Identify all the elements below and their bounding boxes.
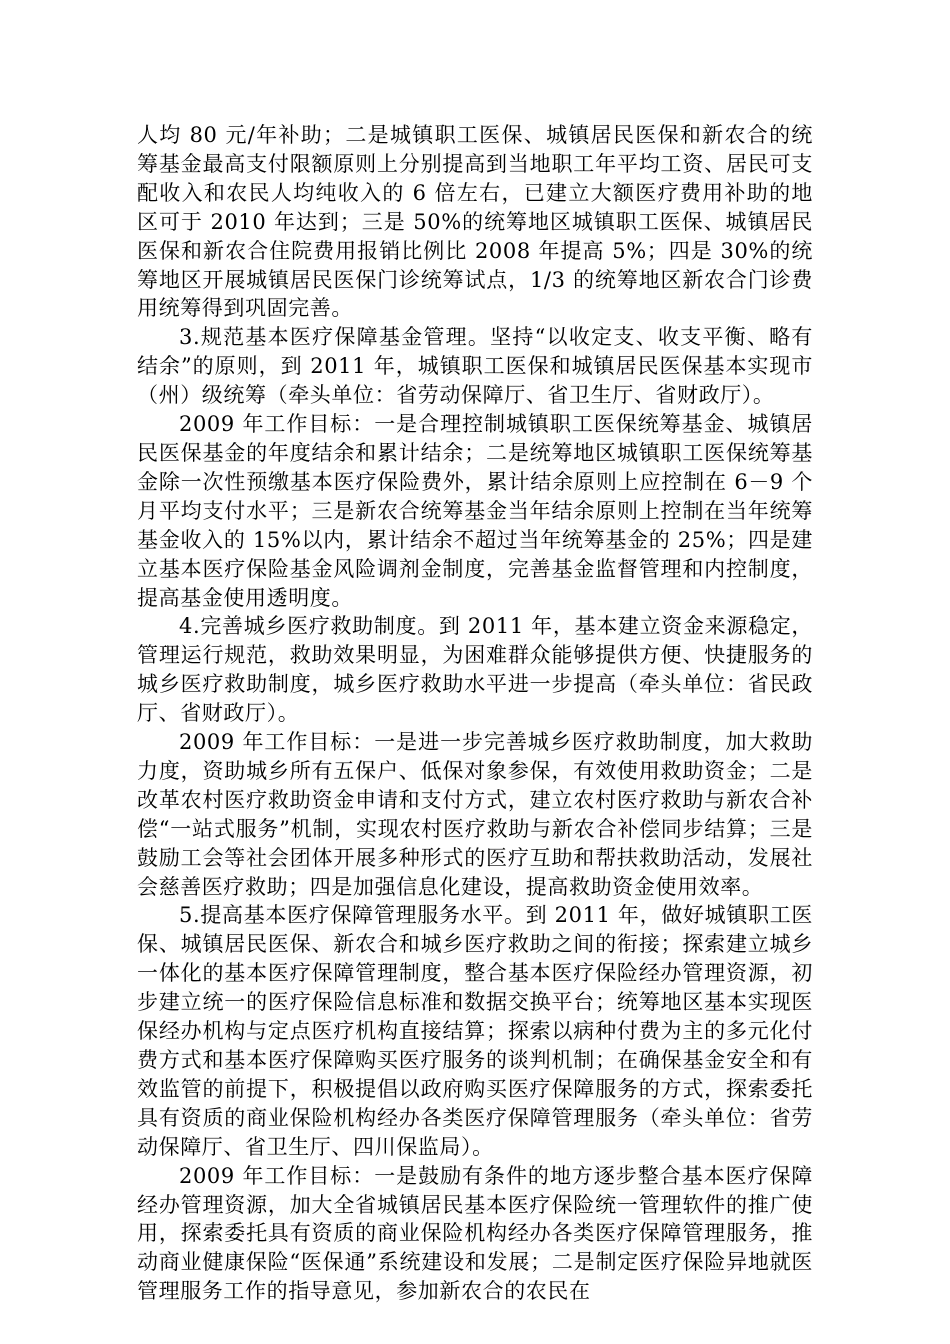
document-body bbox=[137, 121, 813, 1306]
paragraph-7: 2009 年工作目标：一是鼓励有条件的地方逐步整合基本医疗保障经办管理资源，加大全省城镇居民基本医疗保险统一管理软件的推广使用，探索委托具有资质的商业保险机构经办各类医疗保障管理服务，推动商业健康保险“医保通”系统建设和发展；二是制定医疗保险异地就医管理服务工作的指导意见，参加新农合的农民在 bbox=[137, 1163, 813, 1304]
paragraph-6: 5.提高基本医疗保障管理服务水平。到 2011 年，做好城镇职工医保、城镇居民医保、新农合和城乡医疗救助之间的衔接；探索建立城乡一体化的基本医疗保障管理制度，整合基本医疗保险经办管理资源，初步建立统一的医疗保险信息标准和数据交换平台；统筹地区基本实现医保经办机构与定点医疗机构直接结算；探索以病种付费为主的多元化付费方式和基本医疗保障购买医疗服务的谈判机制；在确保基金安全和有效监管的前提下，积极提倡以政府购买医疗保障服务的方式，探索委托具有资质的商业保险机构经办各类医疗保障管理服务（牵头单位：省劳动保障厅、省卫生厅、四川保监局）。 bbox=[137, 903, 813, 1159]
paragraph-2: 3.规范基本医疗保障基金管理。坚持“以收定支、收支平衡、略有结余”的原则，到 2011 年，城镇职工医保和城镇居民医保基本实现市（州）级统筹（牵头单位：省劳动保障厅、省卫生厅、省财政厅）。 bbox=[137, 325, 813, 408]
paragraph-5: 2009 年工作目标：一是进一步完善城乡医疗救助制度，加大救助力度，资助城乡所有五保户、低保对象参保，有效使用救助资金；二是改革农村医疗救助资金申请和支付方式，建立农村医疗救助与新农合补偿“一站式服务”机制，实现农村医疗救助与新农合补偿同步结算；三是鼓励工会等社会团体开展多种形式的医疗互助和帮扶救助活动，发展社会慈善医疗救助；四是加强信息化建设，提高救助资金使用效率。 bbox=[137, 730, 813, 899]
paragraph-1: 人均 80 元/年补助；二是城镇职工医保、城镇居民医保和新农合的统筹基金最高支付限额原则上分别提高到当地职工年平均工资、居民可支配收入和农民人均纯收入的 6 倍左右，已建立大额医疗费用补助的地区可于 2010 年达到；三是 50%的统筹地区城镇职工医保、城镇居民医保和新农合住院费用报销比例比 2008 年提高 5%；四是 30%的统筹地区开展城镇居民医保门诊统筹试点，1/3 的统筹地区新农合门诊费用统筹得到巩固完善。 bbox=[137, 123, 813, 321]
paragraph-3: 2009 年工作目标：一是合理控制城镇职工医保统筹基金、城镇居民医保基金的年度结余和累计结余；二是统筹地区城镇职工医保统筹基金除一次性预缴基本医疗保险费外，累计结余原则上应控制在 6－9 个月平均支付水平；三是新农合统筹基金当年结余原则上控制在当年统筹基金收入的 15%以内，累计结余不超过当年统筹基金的 25%；四是建立基本医疗保险基金风险调剂金制度，完善基金监督管理和内控制度，提高基金使用透明度。 bbox=[137, 412, 813, 610]
paragraph-4: 4.完善城乡医疗救助制度。到 2011 年，基本建立资金来源稳定，管理运行规范，救助效果明显，为困难群众能够提供方便、快捷服务的城乡医疗救助制度，城乡医疗救助水平进一步提高（牵头单位：省民政厅、省财政厅）。 bbox=[137, 614, 813, 726]
